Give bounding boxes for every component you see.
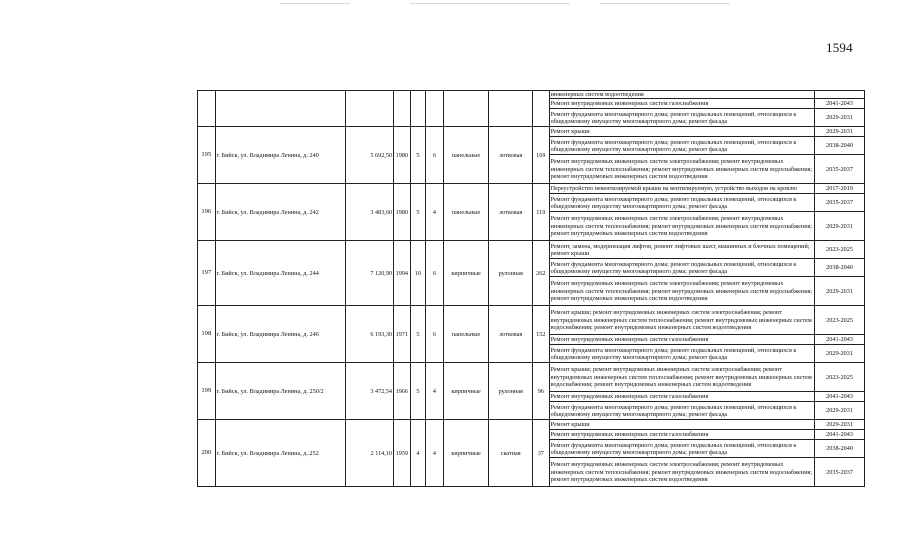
building-area: 3 483,60 bbox=[346, 184, 394, 241]
building-number: 196 bbox=[198, 184, 216, 241]
building-number: 195 bbox=[198, 127, 216, 184]
table-row bbox=[198, 420, 865, 430]
apartment-count: 169 bbox=[532, 127, 549, 184]
empty-cell bbox=[443, 91, 489, 127]
scan-artifact-line bbox=[410, 3, 570, 4]
building-address: г. Бийск, ул. Владимира Ленина, д. 250/2 bbox=[215, 363, 346, 420]
work-description: Ремонт крыши bbox=[549, 127, 815, 137]
table-row bbox=[198, 127, 865, 137]
work-description: Ремонт крыши; ремонт внутридомовых инженерных систем электроснабжения; ремонт внутридомовых инженерных систем теплоснабжения; ремонт внутридомовых инженерных систем водоснабжения; ремонт внутридомовых инженерных систем водоотведения bbox=[549, 363, 815, 392]
roof-type: лотковая bbox=[489, 306, 533, 363]
table-row bbox=[198, 306, 865, 335]
building-address: г. Бийск, ул. Владимира Ленина, д. 242 bbox=[215, 184, 346, 241]
work-description: Ремонт фундамента многоквартирного дома; ремонт подвальных помещений, относящихся к общедомовому имуществу многоквартирного дома; ремонт фасада bbox=[549, 194, 815, 212]
work-period: 2029-2031 bbox=[815, 277, 865, 306]
apartment-count: 262 bbox=[532, 241, 549, 306]
building-floors: 5 bbox=[410, 127, 426, 184]
work-description: Ремонт внутридомовых инженерных систем газоснабжения bbox=[549, 430, 815, 440]
table-row bbox=[198, 363, 865, 392]
roof-type: скатная bbox=[489, 420, 533, 487]
work-period: 2029-2031 bbox=[815, 420, 865, 430]
scan-artifact-line bbox=[280, 3, 350, 4]
building-entrances: 4 bbox=[426, 363, 444, 420]
building-area: 6 193,30 bbox=[346, 306, 394, 363]
building-number: 200 bbox=[198, 420, 216, 487]
building-floors: 4 bbox=[410, 420, 426, 487]
roof-type: лотковая bbox=[489, 127, 533, 184]
work-period: 2029-2031 bbox=[815, 109, 865, 127]
building-area: 2 114,10 bbox=[346, 420, 394, 487]
work-period bbox=[815, 91, 865, 99]
work-description: Ремонт фундамента многоквартирного дома; ремонт подвальных помещений, относящихся к общедомовому имуществу многоквартирного дома; ремонт фасада bbox=[549, 109, 815, 127]
capital-repair-table bbox=[197, 90, 865, 487]
work-description: Ремонт фундамента многоквартирного дома; ремонт подвальных помещений, относящихся к общедомовому имуществу многоквартирного дома; ремонт фасада bbox=[549, 402, 815, 420]
table-row bbox=[198, 241, 865, 259]
building-floors: 5 bbox=[410, 184, 426, 241]
work-description: Ремонт фундамента многоквартирного дома; ремонт подвальных помещений, относящихся к общедомовому имуществу многоквартирного дома; ремонт фасада bbox=[549, 440, 815, 458]
wall-material: кирпичные bbox=[443, 241, 489, 306]
wall-material: кирпичные bbox=[443, 420, 489, 487]
work-description: Ремонт внутридомовых инженерных систем электроснабжения; ремонт внутридомовых инженерных систем теплоснабжения; ремонт внутридомовых инженерных систем водоснабжения; ремонт внутридомовых инженерных систем водоотведения bbox=[549, 155, 815, 184]
work-description: Ремонт внутридомовых инженерных систем электроснабжения; ремонт внутридомовых инженерных систем теплоснабжения; ремонт внутридомовых инженерных систем водоснабжения; ремонт внутридомовых инженерных систем водоотведения bbox=[549, 458, 815, 487]
roof-type: рулонная bbox=[489, 363, 533, 420]
work-description: Ремонт внутридомовых инженерных систем газоснабжения bbox=[549, 392, 815, 402]
empty-cell bbox=[426, 91, 444, 127]
wall-material: панельные bbox=[443, 127, 489, 184]
work-period: 2038-2040 bbox=[815, 440, 865, 458]
building-area: 5 692,50 bbox=[346, 127, 394, 184]
work-description: Ремонт фундамента многоквартирного дома; ремонт подвальных помещений, относящихся к общедомовому имуществу многоквартирного дома; ремонт фасада bbox=[549, 345, 815, 363]
work-description: Ремонт, замена, модернизация лифтов, ремонт лифтовых шахт, машинных и блочных помещений; ремонт крыши bbox=[549, 241, 815, 259]
building-area: 7 120,90 bbox=[346, 241, 394, 306]
building-year: 1966 bbox=[394, 363, 411, 420]
table-body bbox=[198, 91, 865, 487]
work-description: инженерных систем водоотведения bbox=[549, 91, 815, 99]
building-address: г. Бийск, ул. Владимира Ленина, д. 244 bbox=[215, 241, 346, 306]
empty-cell bbox=[489, 91, 533, 127]
work-period: 2023-2025 bbox=[815, 241, 865, 259]
work-description: Переустройство невентилируемой крыши на вентилируемую, устройство выходов на кровлю bbox=[549, 184, 815, 194]
wall-material: панельные bbox=[443, 184, 489, 241]
work-description: Ремонт внутридомовых инженерных систем газоснабжения bbox=[549, 335, 815, 345]
work-period: 2023-2025 bbox=[815, 306, 865, 335]
roof-type: рулонная bbox=[489, 241, 533, 306]
wall-material: кирпичные bbox=[443, 363, 489, 420]
apartment-count: 37 bbox=[532, 420, 549, 487]
work-period: 2038-2040 bbox=[815, 137, 865, 155]
building-number: 197 bbox=[198, 241, 216, 306]
building-year: 1971 bbox=[394, 306, 411, 363]
work-description: Ремонт внутридомовых инженерных систем электроснабжения; ремонт внутридомовых инженерных систем теплоснабжения; ремонт внутридомовых инженерных систем водоснабжения; ремонт внутридомовых инженерных систем водоотведения bbox=[549, 277, 815, 306]
building-address: г. Бийск, ул. Владимира Ленина, д. 246 bbox=[215, 306, 346, 363]
work-period: 2017-2019 bbox=[815, 184, 865, 194]
work-period: 2035-2037 bbox=[815, 458, 865, 487]
building-year: 1959 bbox=[394, 420, 411, 487]
work-period: 2023-2025 bbox=[815, 363, 865, 392]
work-period: 2029-2031 bbox=[815, 345, 865, 363]
building-address: г. Бийск, ул. Владимира Ленина, д. 240 bbox=[215, 127, 346, 184]
building-entrances: 4 bbox=[426, 184, 444, 241]
wall-material: панельные bbox=[443, 306, 489, 363]
table-row bbox=[198, 91, 865, 99]
empty-cell bbox=[410, 91, 426, 127]
building-year: 1994 bbox=[394, 241, 411, 306]
building-floors: 5 bbox=[410, 306, 426, 363]
empty-cell bbox=[215, 91, 346, 127]
page-number: 1594 bbox=[826, 40, 853, 55]
work-description: Ремонт фундамента многоквартирного дома; ремонт подвальных помещений, относящихся к общедомовому имуществу многоквартирного дома; ремонт фасада bbox=[549, 259, 815, 277]
building-year: 1980 bbox=[394, 127, 411, 184]
work-period: 2035-2037 bbox=[815, 194, 865, 212]
building-floors: 5 bbox=[410, 363, 426, 420]
building-number: 198 bbox=[198, 306, 216, 363]
scan-artifact-line bbox=[600, 3, 730, 4]
work-description: Ремонт фундамента многоквартирного дома; ремонт подвальных помещений, относящихся к общедомовому имуществу многоквартирного дома; ремонт фасада bbox=[549, 137, 815, 155]
work-period: 2041-2043 bbox=[815, 99, 865, 109]
work-period: 2035-2037 bbox=[815, 155, 865, 184]
empty-cell bbox=[532, 91, 549, 127]
roof-type: лотковая bbox=[489, 184, 533, 241]
work-description: Ремонт крыши; ремонт внутридомовых инженерных систем электроснабжения; ремонт внутридомовых инженерных систем теплоснабжения; ремонт внутридомовых инженерных систем водоснабжения; ремонт внутридомовых инженерных систем водоотведения bbox=[549, 306, 815, 335]
apartment-count: 119 bbox=[532, 184, 549, 241]
table-row bbox=[198, 184, 865, 194]
building-number: 199 bbox=[198, 363, 216, 420]
empty-cell bbox=[198, 91, 216, 127]
work-period: 2029-2031 bbox=[815, 127, 865, 137]
building-floors: 10 bbox=[410, 241, 426, 306]
work-period: 2041-2043 bbox=[815, 430, 865, 440]
work-description: Ремонт внутридомовых инженерных систем газоснабжения bbox=[549, 99, 815, 109]
apartment-count: 152 bbox=[532, 306, 549, 363]
building-address: г. Бийск, ул. Владимира Ленина, д. 252 bbox=[215, 420, 346, 487]
work-period: 2029-2031 bbox=[815, 212, 865, 241]
work-period: 2041-2043 bbox=[815, 335, 865, 345]
building-entrances: 6 bbox=[426, 306, 444, 363]
work-description: Ремонт внутридомовых инженерных систем электроснабжения; ремонт внутридомовых инженерных систем теплоснабжения; ремонт внутридомовых инженерных систем водоснабжения; ремонт внутридомовых инженерных систем водоотведения bbox=[549, 212, 815, 241]
building-entrances: 6 bbox=[426, 127, 444, 184]
empty-cell bbox=[346, 91, 394, 127]
work-period: 2038-2040 bbox=[815, 259, 865, 277]
work-period: 2029-2031 bbox=[815, 402, 865, 420]
apartment-count: 96 bbox=[532, 363, 549, 420]
building-area: 3 472,54 bbox=[346, 363, 394, 420]
building-year: 1980 bbox=[394, 184, 411, 241]
building-entrances: 4 bbox=[426, 420, 444, 487]
building-entrances: 6 bbox=[426, 241, 444, 306]
work-period: 2041-2043 bbox=[815, 392, 865, 402]
empty-cell bbox=[394, 91, 411, 127]
work-description: Ремонт крыши bbox=[549, 420, 815, 430]
